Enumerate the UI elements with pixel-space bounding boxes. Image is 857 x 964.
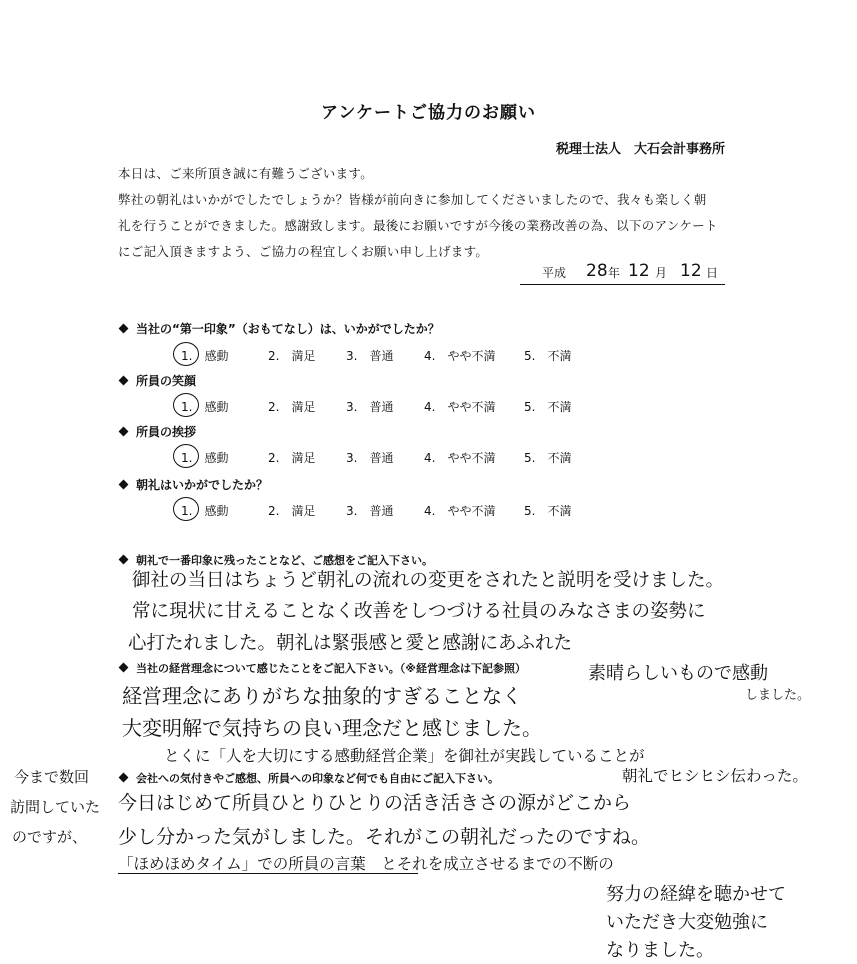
option-yaya-fuman[interactable]: 4. やや不満 bbox=[424, 504, 496, 518]
free-question-impression: 朝礼で一番印象に残ったことなど、ご感想をご記入下さい。 bbox=[120, 552, 433, 568]
date-month-label: 月 bbox=[655, 266, 668, 280]
side-note-line: 訪問していた bbox=[10, 798, 101, 816]
option-fuman[interactable]: 5. 不満 bbox=[524, 400, 572, 414]
answer-philosophy-line: とくに「人を大切にする感動経営企業」を御社が実践していることが bbox=[164, 747, 645, 765]
option-manzoku[interactable]: 2. 満足 bbox=[268, 451, 316, 465]
date-year-label: 年 bbox=[608, 266, 621, 280]
free-question-philosophy: 当社の経営理念について感じたことをご記入下さい。（※経営理念は下記参照） bbox=[120, 660, 526, 676]
answer-impression-line: 御社の当日はちょうど朝礼の流れの変更をされたと説明を受けました。 bbox=[132, 570, 725, 591]
date-field[interactable] bbox=[520, 262, 725, 285]
date-year: 28 bbox=[586, 261, 608, 281]
option-kandou[interactable]: 1. 感動 bbox=[181, 400, 229, 414]
diamond-bullet-icon bbox=[119, 773, 129, 783]
answer-philosophy-line: 大変明解で気持ちの良い理念だと感じました。 bbox=[122, 716, 542, 740]
selected-circle-mark bbox=[173, 497, 199, 521]
answer-comments-line: なりました。 bbox=[606, 940, 714, 961]
side-note-line: のですが、 bbox=[12, 828, 88, 846]
option-manzoku[interactable]: 2. 満足 bbox=[268, 504, 316, 518]
answer-comments-line: 少し分かった気がしました。それがこの朝礼だったのですね。 bbox=[118, 826, 651, 848]
option-manzoku[interactable]: 2. 満足 bbox=[268, 400, 316, 414]
diamond-bullet-icon bbox=[119, 427, 129, 437]
option-fuman[interactable]: 5. 不満 bbox=[524, 451, 572, 465]
answer-philosophy-line: 朝礼でヒシヒシ伝わった。 bbox=[622, 767, 808, 785]
option-fuman[interactable]: 5. 不満 bbox=[524, 504, 572, 518]
intro-line: にご記入頂きますよう、ご協力の程宜しくお願い申し上げます。 bbox=[118, 244, 489, 259]
option-futsuu[interactable]: 3. 普通 bbox=[346, 400, 394, 414]
answer-impression-line: 素晴らしいもので感動 bbox=[588, 663, 768, 684]
date-month: 12 bbox=[628, 261, 650, 281]
option-kandou[interactable]: 1. 感動 bbox=[181, 349, 229, 363]
option-yaya-fuman[interactable]: 4. やや不満 bbox=[424, 400, 496, 414]
answer-impression-line: しました。 bbox=[745, 688, 811, 703]
question-greeting: 所員の挨拶 bbox=[120, 423, 196, 440]
option-futsuu[interactable]: 3. 普通 bbox=[346, 451, 394, 465]
option-manzoku[interactable]: 2. 満足 bbox=[268, 349, 316, 363]
answer-underline bbox=[118, 873, 418, 874]
diamond-bullet-icon bbox=[119, 324, 129, 334]
organization-name: 税理士法人 大石会計事務所 bbox=[555, 142, 725, 157]
answer-comments-line: 努力の経緯を聴かせて bbox=[606, 884, 786, 905]
answer-impression-line: 常に現状に甘えることなく改善をしつづける社員のみなさまの姿勢に bbox=[132, 601, 706, 622]
option-kandou[interactable]: 1. 感動 bbox=[181, 504, 229, 518]
date-day: 12 bbox=[680, 261, 702, 281]
option-yaya-fuman[interactable]: 4. やや不満 bbox=[424, 451, 496, 465]
selected-circle-mark bbox=[173, 393, 199, 417]
intro-line: 礼を行うことができました。感謝致します。最後にお願いですが今後の業務改善の為、以下のアンケート bbox=[118, 218, 718, 233]
option-yaya-fuman[interactable]: 4. やや不満 bbox=[424, 349, 496, 363]
diamond-bullet-icon bbox=[119, 376, 129, 386]
free-question-comments: 会社への気付きやご感想、所員への印象など何でも自由にご記入下さい。 bbox=[120, 770, 499, 786]
intro-line: 本日は、ご来所頂き誠に有難うございます。 bbox=[118, 166, 374, 181]
diamond-bullet-icon bbox=[119, 663, 129, 673]
answer-comments-line: 今日はじめて所員ひとりひとりの活き活きさの源がどこから bbox=[118, 792, 632, 814]
question-smile: 所員の笑顔 bbox=[120, 372, 196, 389]
answer-comments-line: 「ほめほめタイム」での所員の言葉 とそれを成立させるまでの不断の bbox=[118, 855, 614, 873]
answer-comments-line: いただき大変勉強に bbox=[606, 912, 768, 933]
side-note-line: 今まで数回 bbox=[14, 768, 90, 786]
date-day-label: 日 bbox=[706, 266, 719, 280]
answer-philosophy-line: 経営理念にありがちな抽象的すぎることなく bbox=[122, 684, 522, 708]
intro-line: 弊社の朝礼はいかがでしたでしょうか？皆様が前向きに参加してくださいましたので、我々も楽しく朝 bbox=[118, 192, 707, 207]
option-futsuu[interactable]: 3. 普通 bbox=[346, 504, 394, 518]
date-era: 平成 bbox=[542, 266, 567, 280]
option-fuman[interactable]: 5. 不満 bbox=[524, 349, 572, 363]
diamond-bullet-icon bbox=[119, 555, 129, 565]
diamond-bullet-icon bbox=[119, 480, 129, 490]
question-first-impression: 当社の“第一印象”（おもてなし）は、いかがでしたか？ bbox=[120, 320, 440, 337]
option-kandou[interactable]: 1. 感動 bbox=[181, 451, 229, 465]
selected-circle-mark bbox=[173, 444, 199, 468]
selected-circle-mark bbox=[173, 342, 199, 366]
question-chourei: 朝礼はいかがでしたか？ bbox=[120, 476, 268, 493]
answer-impression-line: 心打たれました。朝礼は緊張感と愛と感謝にあふれた bbox=[128, 633, 573, 654]
form-title: アンケートご協力のお願い bbox=[321, 103, 536, 123]
option-futsuu[interactable]: 3. 普通 bbox=[346, 349, 394, 363]
